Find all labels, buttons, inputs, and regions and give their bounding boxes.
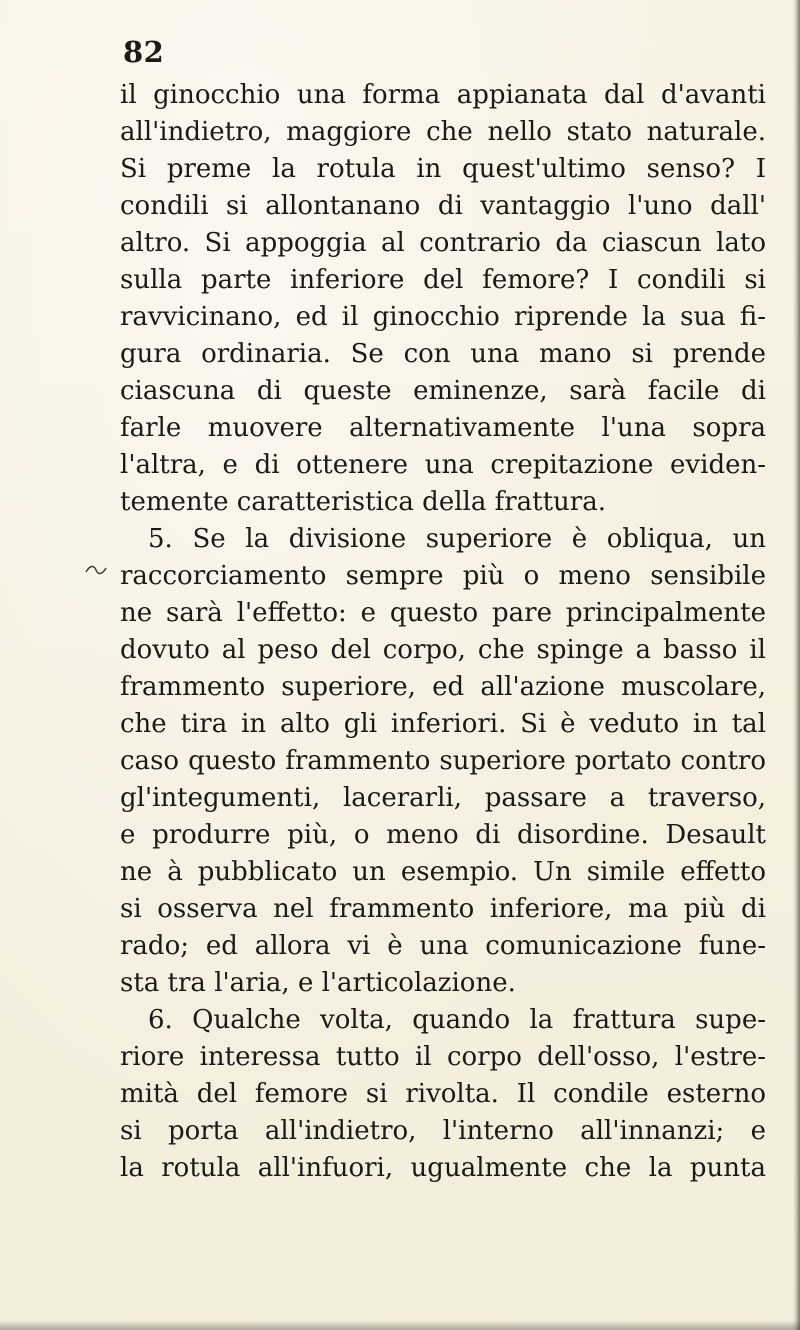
text-line: che tira in alto gli inferiori. Si è veduto in tal bbox=[120, 709, 766, 739]
text-line: altro. Si appoggia al contrario da ciascun lato bbox=[120, 228, 766, 258]
text-line: la rotula all'infuori, ugualmente che la punta bbox=[120, 1153, 766, 1183]
text-line: rado; ed allora vi è una comunicazione fune- bbox=[120, 931, 766, 961]
page-bottom-shadow bbox=[0, 1320, 800, 1330]
text-line: ne à pubblicato un esempio. Un simile effetto bbox=[120, 857, 766, 887]
text-line: e produrre più, o meno di disordine. Desault bbox=[120, 820, 766, 850]
text-line: l'altra, e di ottenere una crepitazione eviden- bbox=[120, 450, 766, 480]
text-line: sulla parte inferiore del femore? I condili si bbox=[120, 265, 766, 295]
body-text bbox=[120, 77, 766, 1187]
text-line: si porta all'indietro, l'interno all'innanzi; e bbox=[120, 1116, 766, 1146]
text-line: gura ordinaria. Se con una mano si prende bbox=[120, 339, 766, 369]
text-line: caso questo frammento superiore portato contro bbox=[120, 746, 766, 776]
text-line: mità del femore si rivolta. Il condile esterno bbox=[120, 1079, 766, 1109]
text-line: ne sarà l'effetto: e questo pare principalmente bbox=[120, 598, 766, 628]
text-line: ciascuna di queste eminenze, sarà facile di bbox=[120, 376, 766, 406]
text-line: all'indietro, maggiore che nello stato naturale. bbox=[120, 117, 766, 147]
text-line: condili si allontanano di vantaggio l'uno dall' bbox=[120, 191, 766, 221]
text-line: farle muovere alternativamente l'una sopra bbox=[120, 413, 766, 443]
text-line: raccorciamento sempre più o meno sensibile bbox=[120, 561, 766, 591]
page-edge-shadow bbox=[793, 0, 800, 1330]
text-line: Si preme la rotula in quest'ultimo senso? I bbox=[120, 154, 766, 184]
margin-tilde-mark bbox=[84, 562, 108, 578]
text-line: frammento superiore, ed all'azione muscolare, bbox=[120, 672, 766, 702]
text-line: temente caratteristica della frattura. bbox=[120, 487, 606, 517]
text-line: 5. Se la divisione superiore è obliqua, un bbox=[148, 524, 766, 554]
text-line: si osserva nel frammento inferiore, ma più di bbox=[120, 894, 766, 924]
text-line: sta tra l'aria, e l'articolazione. bbox=[120, 968, 516, 998]
text-line: riore interessa tutto il corpo dell'osso, l'estre- bbox=[120, 1042, 766, 1072]
text-line: ravvicinano, ed il ginocchio riprende la sua fi- bbox=[120, 302, 766, 332]
page-number: 82 bbox=[123, 35, 165, 69]
text-line: dovuto al peso del corpo, che spinge a basso il bbox=[120, 635, 766, 665]
text-line: 6. Qualche volta, quando la frattura supe- bbox=[148, 1005, 766, 1035]
text-line: il ginocchio una forma appianata dal d'avanti bbox=[120, 80, 766, 110]
text-line: gl'integumenti, lacerarli, passare a traverso, bbox=[120, 783, 766, 813]
